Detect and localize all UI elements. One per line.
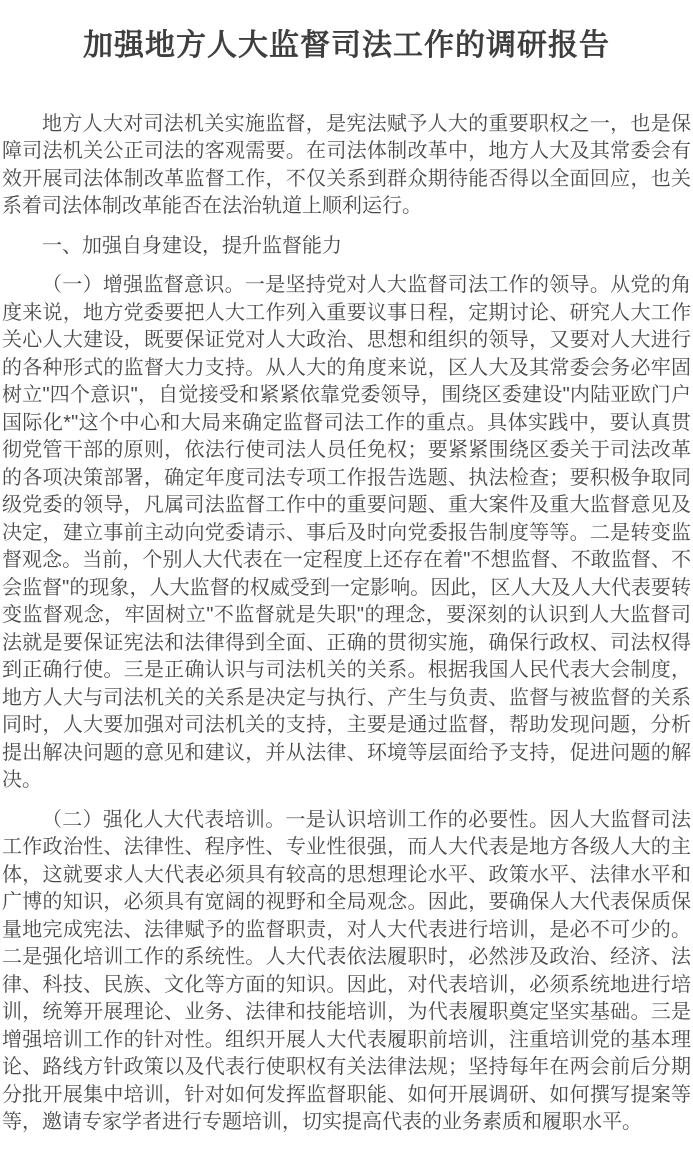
intro-paragraph: 地方人大对司法机关实施监督，是宪法赋予人大的重要职权之一，也是保障司法机关公正司法的客观需要。在司法体制改革中，地方人大及其常委会有效开展司法体制改革监督工作，不仅关系到群众期待能否得以全面回应，也关系着司法体制改革能否在法治轨道上顺利运行。 [2, 112, 691, 217]
report-title: 加强地方人大监督司法工作的调研报告 [83, 29, 610, 62]
section-1-paragraph-2: （二）强化人大代表培训。一是认识培训工作的必要性。因人大监督司法工作政治性、法律性、程序性、专业性很强，而人大代表是地方各级人大的主体，这就要求人大代表必须具有较高的思想理论水平、政策水平、法律水平和广博的知识，必须具有宽阔的视野和全局观念。因此，要确保人大代表保质保量地完成宪法、法律赋予的监督职责，对人大代表进行培训，是必不可少的。二是强化培训工作的系统性。人大代表依法履职时，必然涉及政治、经济、法律、科技、民族、文化等方面的知识。因此，对代表培训，必须系统地进行培训，统筹开展理论、业务、法律和技能培训，为代表履职奠定坚实基础。三是增强培训工作的针对性。组织开展人大代表履职前培训，注重培训党的基本理论、路线方针政策以及代表行使职权有关法律法规；坚持每年在两会前后分期分批开展集中培训，针对如何发挥监督职能、如何开展调研、如何撰写提案等等，邀请专家学者进行专题培训，切实提高代表的业务素质和履职水平。 [2, 808, 691, 1133]
section-heading-1: 一、加强自身建设，提升监督能力 [42, 234, 342, 257]
section-1-paragraph-1: （一）增强监督意识。一是坚持党对人大监督司法工作的领导。从党的角度来说，地方党委要把人大工作列入重要议事日程，定期讨论、研究人大工作关心人大建设，既要保证党对人大政治、思想和组织的领导，又要对人大进行的各种形式的监督大力支持。从人大的角度来说，区人大及其常委会务必牢固树立"四个意识"，自觉接受和紧紧依靠党委领导，围绕区委建设"内陆亚欧门户国际化*"这个中心和大局来确定监督司法工作的重点。具体实践中，要认真贯彻党管干部的原则，依法行使司法人员任免权；要紧紧围绕区委关于司法改革的各项决策部署，确定年度司法专项工作报告选题、执法检查；要积极争取同级党委的领导，凡属司法监督工作中的重要问题、重大案件及重大监督意见及决定，建立事前主动向党委请示、事后及时向党委报告制度等等。二是转变监督观念。当前，个别人大代表在一定程度上还存在着"不想监督、不敢监督、不会监督"的现象，人大监督的权威受到一定影响。因此，区人大及人大代表要转变监督观念，牢固树立"不监督就是失职"的理念，要深刻的认识到人大监督司法就是要保证宪法和法律得到全面、正确的贯彻实施，确保行政权、司法权得到正确行使。三是正确认识与司法机关的关系。根据我国人民代表大会制度，地方人大与司法机关的关系是决定与执行、产生与负责、监督与被监督的关系同时，人大要加强对司法机关的支持，主要是通过监督，帮助发现问题，分析提出解决问题的意见和建议，并从法律、环境等层面给予支持，促进问题的解决。 [2, 274, 691, 791]
